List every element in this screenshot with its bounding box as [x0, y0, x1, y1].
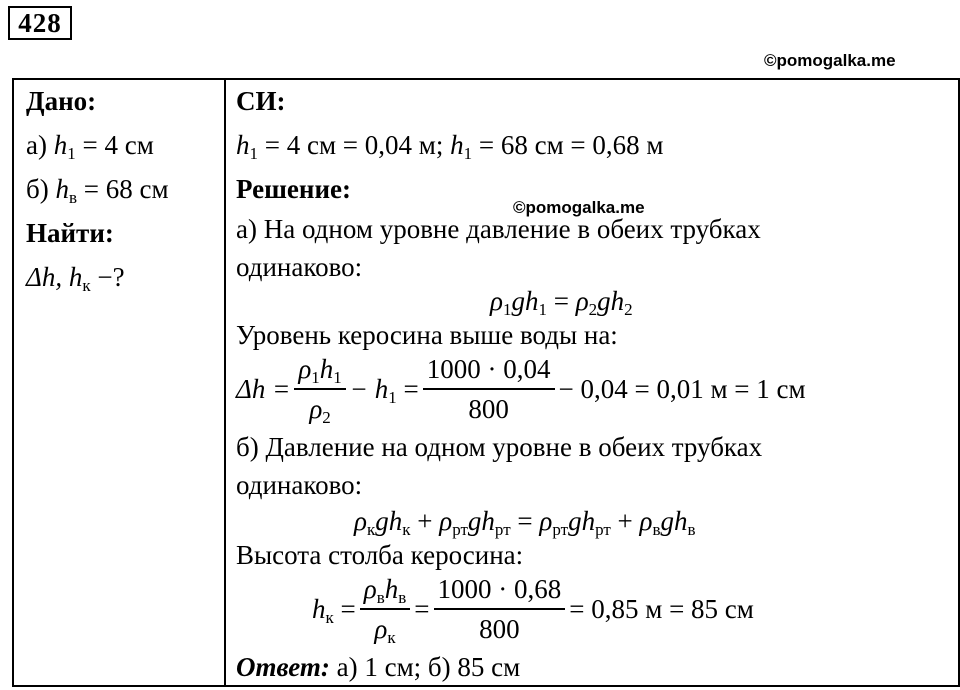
equation-pressure-equal: $\rho_1gh_1 = \rho_2gh_2$ [490, 286, 633, 319]
text-a-line2: одинаково: [236, 252, 363, 282]
watermark: ©pomogalka.me [764, 51, 896, 70]
given-b: б) $h_в = 68$ см [26, 174, 169, 207]
given-title: Дано: [26, 86, 97, 116]
watermark-inline: ©pomogalka.me [513, 198, 645, 217]
equation-h-k: $h_к$ = $\frac{\rho_вh_в}{\rho_к}$ = $\frac{1000 \cdot 0,68}{800}$ = 0,85 м = 85 см [312, 574, 754, 647]
text-level: Уровень керосина выше воды на: [236, 320, 618, 350]
text-b-line1: б) Давление на одном уровне в обеих трубках [236, 432, 763, 462]
si-title: СИ: [236, 86, 286, 116]
text-b-line2: одинаково: [236, 470, 363, 500]
si-line: $h_1 = 4$ см = 0,04 м; $h_1 = 68$ см = 0,68 м [236, 130, 664, 163]
column-divider [224, 80, 226, 685]
solution-title: Решение: [236, 174, 351, 204]
text-height: Высота столба керосина: [236, 540, 524, 570]
find-formula: Δh, $h_к$ −? [26, 262, 125, 295]
equation-pressure-balance: $\rho_кgh_к + \rho_{рт}gh_{рт} = \rho_{рт}gh_{рт} + \rho_вgh_в$ [354, 506, 696, 539]
problem-number: 428 [8, 6, 72, 40]
given-a: а) $h_1 = 4$ см [26, 130, 154, 163]
solution-table [12, 78, 960, 687]
answer-line: Ответ: а) 1 см; б) 85 см [236, 652, 521, 682]
find-title: Найти: [26, 218, 114, 248]
equation-delta-h: Δh = $\frac{\rho_1h_1}{\rho_2}$ − $h_1$ = $\frac{1000 \cdot 0,04}{800}$ − 0,04 = 0,01 м = 1 см [236, 354, 806, 427]
text-a-line1: а) На одном уровне давление в обеих трубках [236, 214, 761, 244]
